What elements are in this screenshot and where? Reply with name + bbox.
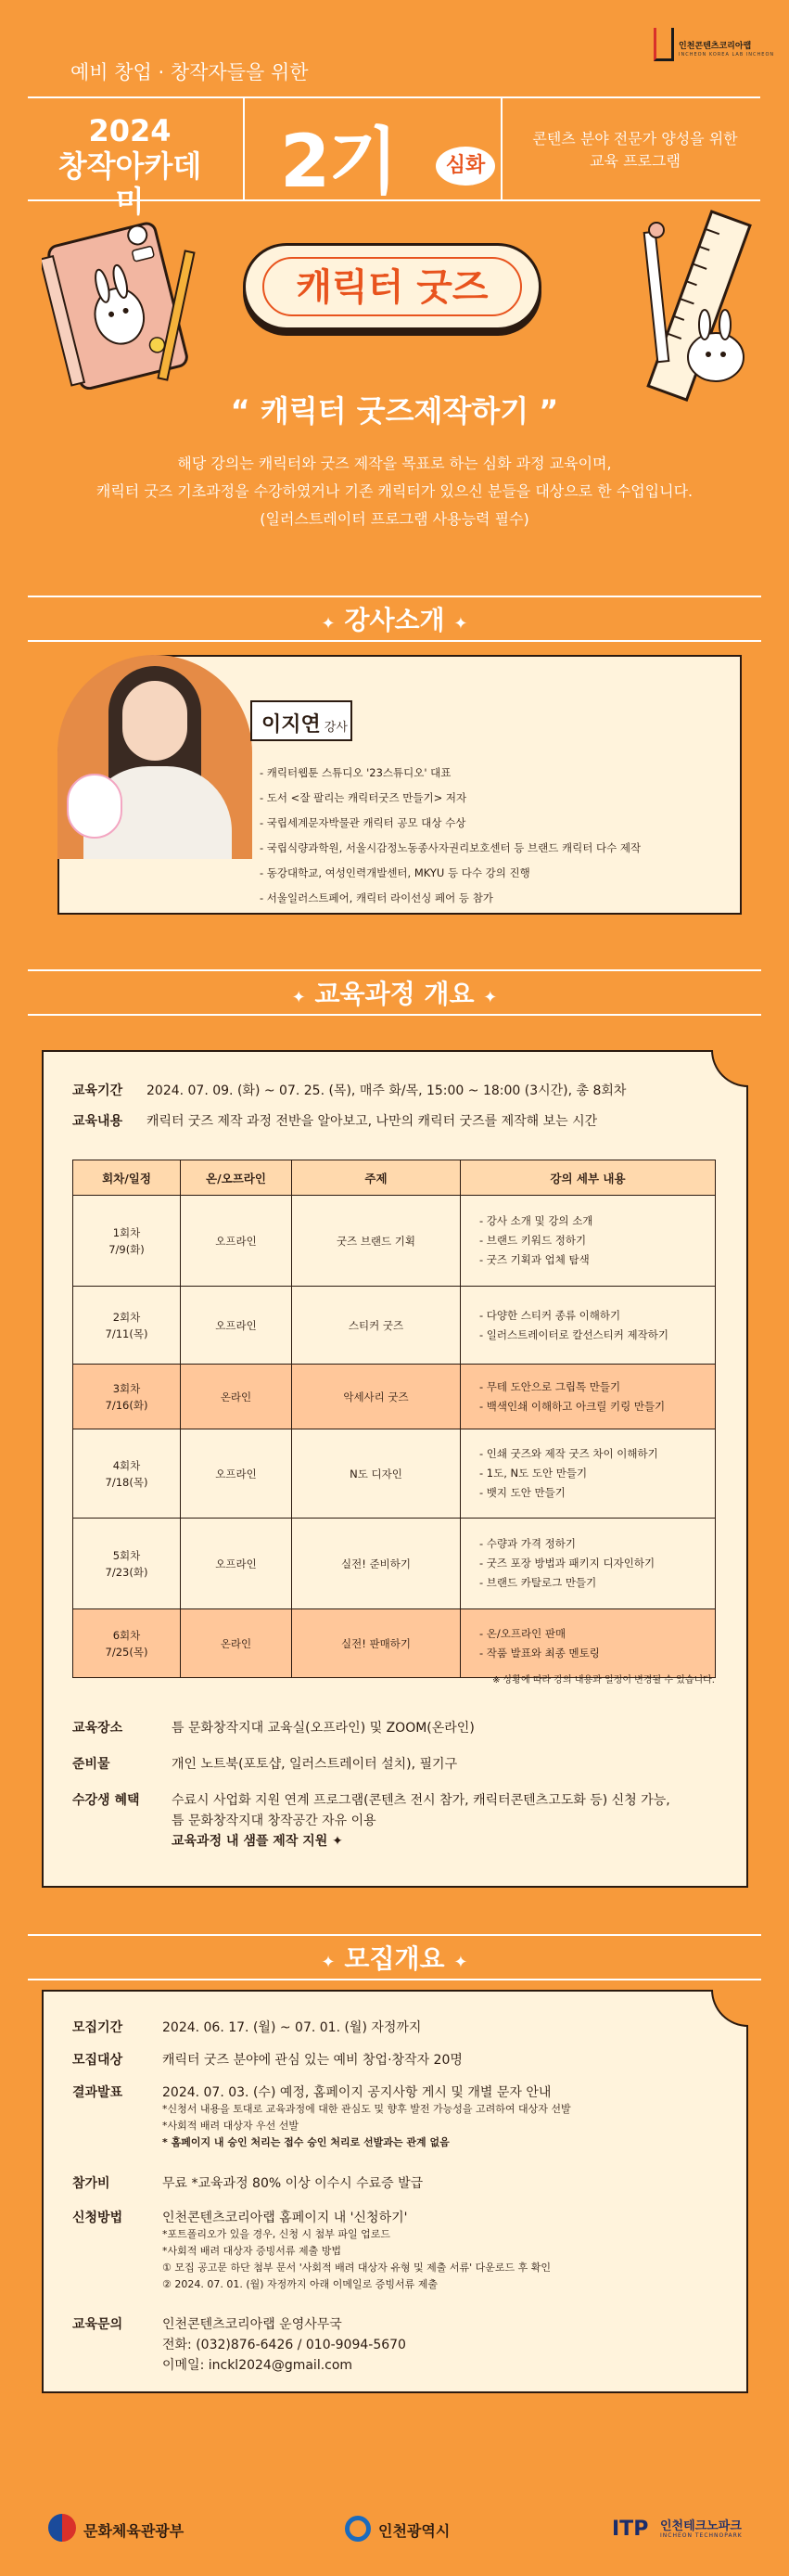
session-cell [73,1519,181,1609]
section-divider [28,969,761,971]
sparkle-icon: ✦ [332,1834,343,1849]
career-item: - 국립세계문자박물관 캐릭터 공모 대상 수상 [260,816,466,829]
description-line: 캐릭터 굿즈 기초과정을 수강하였거나 기존 캐릭터가 있으신 분들을 대상으로 한 수업입니다. [95,482,694,500]
sparkle-icon: ✦ [453,1953,468,1972]
incheon-emblem-icon [345,2516,371,2542]
section-title-text: 모집개요 [344,1943,445,1974]
session-number: 4회차 [112,1458,141,1472]
recruit-period-value: 2024. 06. 17. (월) ~ 07. 01. (월) 자정까지 [162,2020,422,2035]
table-header-row [73,1160,716,1196]
session-cell [73,1287,181,1365]
detail-line: - 무테 도안으로 그립톡 만들기 [479,1379,621,1393]
session-date: 7/16(화) [105,1398,148,1412]
topic-cell: N도 디자인 [292,1429,461,1519]
contact-value [162,2314,406,2376]
mode-cell: 오프라인 [181,1519,292,1609]
course-title: 캐릭터 굿즈 [262,257,522,316]
place-value: 틈 문화창작지대 교육실(오프라인) 및 ZOOM(온라인) [172,1721,475,1736]
period-label: 교육기간 [72,1083,123,1098]
table-row [73,1609,716,1678]
course-quote: “ 캐릭터 굿즈제작하기 ” [230,393,559,429]
apply-main: 인천콘텐츠코리아랩 홈페이지 내 '신청하기' [162,2211,408,2225]
benefit-line-highlight [172,1831,670,1852]
instructor-photo [57,655,252,859]
contact-label: 교육문의 [72,2317,123,2332]
session-cell [73,1196,181,1287]
instructor-name-line [261,709,348,737]
table-row [73,1287,716,1365]
contact-email[interactable]: 이메일: inckl2024@gmail.com [162,2358,353,2373]
itp-sub: INCHEON TECHNOPARK [660,2532,743,2539]
detail-line: - 브랜드 카탈로그 만들기 [479,1576,597,1589]
detail-cell [461,1196,716,1287]
mode-cell: 오프라인 [181,1429,292,1519]
program-description [515,128,756,173]
detail-line: - 백색인쇄 이해하고 아크릴 키링 만들기 [479,1399,666,1413]
detail-line: - 브랜드 키워드 정하기 [479,1234,587,1247]
apply-note: ① 모집 공고문 하단 첨부 문서 '사회적 배려 대상자 유형 및 제출 서류' 다운로드 후 확인 [162,2262,552,2274]
detail-cell [461,1365,716,1429]
section-divider [28,596,761,597]
fee-label: 참가비 [72,2176,110,2191]
mode-cell: 온라인 [181,1365,292,1429]
topic-cell: 굿즈 브랜드 기획 [292,1196,461,1287]
card-corner [711,1050,748,1087]
session-date: 7/25(목) [105,1645,148,1659]
career-item: - 캐릭터웹툰 스튜디오 '23스튜디오' 대표 [260,766,452,779]
benefit-line: 수료시 사업화 지원 연계 프로그램(콘텐츠 전시 참가, 캐릭터콘텐츠고도화 등) 신청 가능, [172,1793,670,1808]
incheon-name: 인천광역시 [378,2522,451,2540]
itp-name: 인천테크노파크 [660,2519,742,2533]
photo-plush-toy [67,774,122,839]
logo-name: 인천콘텐츠코리아랩 [679,42,752,51]
table-header: 강의 세부 내용 [461,1160,716,1196]
instructor-career-list [260,761,641,911]
table-row [73,1519,716,1609]
section-title-recruit [0,1939,789,1976]
cohort-number: 2기 [280,121,397,204]
table-header: 주제 [292,1160,461,1196]
apply-note: *사회적 배려 대상자 증빙서류 제출 방법 [162,2245,341,2257]
program-desc-line: 콘텐츠 분야 전문가 양성을 위한 [532,130,738,147]
footer-logos [0,2505,789,2576]
detail-line: - 굿즈 포장 방법과 패키지 디자인하기 [479,1557,655,1570]
apply-label: 신청방법 [72,2211,123,2225]
logo-mark-icon [654,28,674,61]
description-line: (일러스트레이터 프로그램 사용능력 필수) [260,510,529,528]
session-number: 5회차 [112,1548,141,1562]
result-label: 결과발표 [72,2085,123,2100]
target-value: 캐릭터 굿즈 분야에 관심 있는 예비 창업·창작자 20명 [162,2053,463,2068]
card-corner [711,1990,748,2027]
career-item: - 도서 <잘 팔리는 캐릭터굿즈 만들기> 저자 [260,791,467,804]
session-date: 7/18(목) [105,1475,148,1489]
detail-cell [461,1519,716,1609]
fee-value: 무료 *교육과정 80% 이상 이수시 수료증 발급 [162,2176,424,2191]
session-date: 7/9(화) [108,1242,145,1256]
section-divider [28,1014,761,1016]
photo-face [122,681,187,761]
mode-cell: 오프라인 [181,1287,292,1365]
session-number: 2회차 [112,1310,141,1324]
target-label: 모집대상 [72,2053,123,2068]
table-header: 회차/일정 [73,1160,181,1196]
section-divider [28,640,761,642]
detail-line: - 다양한 스티커 종류 이해하기 [479,1308,621,1322]
topic-cell: 스티커 굿즈 [292,1287,461,1365]
curriculum-table [72,1160,716,1678]
session-cell [73,1365,181,1429]
apply-note: ② 2024. 07. 01. (월) 자정까지 아래 이메일로 증빙서류 제출 [162,2278,439,2290]
detail-line: - 강사 소개 및 강의 소개 [479,1214,593,1227]
section-title-text: 교육과정 개요 [314,979,475,1009]
benefit-label: 수강생 혜택 [72,1793,140,1808]
section-divider [28,1934,761,1936]
recruit-period-label: 모집기간 [72,2020,123,2035]
year: 2024 [88,113,172,148]
session-number: 3회차 [112,1381,141,1395]
detail-line: - 굿즈 기획과 업체 탐색 [479,1253,590,1266]
description-line: 해당 강의는 캐릭터와 굿즈 제작을 목표로 하는 심화 과정 교육이며, [177,455,612,472]
detail-cell [461,1287,716,1365]
level-badge: 심화 [436,147,495,186]
header-divider [28,96,760,98]
course-title-badge [243,243,541,330]
academy-name: 창작아카데미 [57,148,202,219]
schedule-note: ※ 상황에 따라 강의 내용과 일정이 변경될 수 있습니다. [492,1675,715,1685]
mcst-emblem-icon [48,2514,76,2542]
apply-note: *포트폴리오가 있을 경우, 신청 시 첨부 파일 업로드 [162,2228,390,2240]
session-date: 7/23(화) [105,1565,148,1579]
section-title-instructor [0,600,789,637]
detail-line: - 뱃지 도안 만들기 [479,1486,566,1499]
detail-line: - 수량과 가격 정하기 [479,1537,576,1550]
career-item: - 서울일러스트페어, 캐릭터 라이선싱 페어 등 참가 [260,891,493,904]
sparkle-icon: ✦ [483,988,498,1007]
topic-cell: 실전! 판매하기 [292,1609,461,1678]
career-item: - 동강대학교, 여성인력개발센터, MKYU 등 다수 강의 진행 [260,866,530,879]
instructor-name: 이지연 [261,713,321,737]
session-date: 7/11(목) [105,1326,148,1340]
ruler-illustration [577,195,771,408]
detail-line: - 온/오프라인 판매 [479,1626,566,1640]
session-number: 6회차 [112,1628,141,1642]
content-value: 캐릭터 굿즈 제작 과정 전반을 알아보고, 나만의 캐릭터 굿즈를 제작해 보는 시간 [146,1114,598,1129]
session-cell [73,1429,181,1519]
logo-sub: INCHEON KOREA LAB INCHEON [679,52,775,58]
benefit-line-text: 교육과정 내 샘플 제작 지원 [172,1834,328,1849]
topic-cell: 악세사리 굿즈 [292,1365,461,1429]
tagline: 예비 창업 · 창작자들을 위한 [70,61,309,83]
session-cell [73,1609,181,1678]
detail-line: - 1도, N도 도안 만들기 [479,1467,588,1480]
result-note: * 홈페이지 내 승인 처리는 접수 승인 처리로 선발과는 관계 없음 [162,2136,450,2148]
mode-cell: 온라인 [181,1609,292,1678]
detail-line: - 작품 발표와 최종 멘토링 [479,1646,600,1660]
apply-value [162,2208,551,2293]
detail-cell [461,1609,716,1678]
mode-cell: 오프라인 [181,1196,292,1287]
table-row [73,1429,716,1519]
result-note: *사회적 배려 대상자 우선 선발 [162,2120,299,2132]
detail-line: - 인쇄 굿즈와 제작 굿즈 차이 이해하기 [479,1447,658,1460]
benefit-value [172,1790,670,1852]
table-row [73,1365,716,1429]
sparkle-icon: ✦ [453,614,468,634]
course-description [0,450,789,533]
content-label: 교육내용 [72,1114,123,1129]
instructor-role: 강사 [324,721,348,735]
prep-label: 준비물 [72,1757,110,1772]
section-divider [28,1979,761,1980]
sparkle-icon: ✦ [321,614,336,634]
contact-office: 인천콘텐츠코리아랩 운영사무국 [162,2317,342,2332]
sparkle-icon: ✦ [291,988,306,1007]
header-divider [243,96,245,200]
contact-phone: 전화: (032)876-6426 / 010-9094-5670 [162,2338,406,2352]
program-desc-line: 교육 프로그램 [590,152,681,170]
topic-cell: 실전! 준비하기 [292,1519,461,1609]
table-header: 온/오프라인 [181,1160,292,1196]
itp-logo: ITP [612,2518,649,2541]
incheon-content-korea-lab-logo [654,28,775,83]
period-value: 2024. 07. 09. (화) ~ 07. 25. (목), 매주 화/목, 15:00 ~ 18:00 (3시간), 총 8회차 [146,1083,627,1098]
result-note: *신청서 내용을 토대로 교육과정에 대한 관심도 및 향후 발전 가능성을 고려하여 대상자 선발 [162,2103,571,2115]
benefit-line: 틈 문화창작지대 창작공간 자유 이용 [172,1813,376,1828]
career-item: - 국립식량과학원, 서울시감정노동종사자권리보호센터 등 브랜드 캐릭터 다수 제작 [260,841,642,854]
notebook-illustration [42,213,199,390]
header-divider [501,96,503,200]
prep-value: 개인 노트북(포토샵, 일러스트레이터 설치), 필기구 [172,1757,458,1772]
mcst-name: 문화체육관광부 [83,2522,185,2540]
place-label: 교육장소 [72,1721,123,1736]
detail-cell [461,1429,716,1519]
year-academy [46,113,213,219]
session-number: 1회차 [112,1225,141,1239]
result-value [162,2083,571,2151]
result-main: 2024. 07. 03. (수) 예정, 홈페이지 공지사항 게시 및 개별 문자 안내 [162,2085,552,2100]
detail-line: - 일러스트레이터로 칼선스티커 제작하기 [479,1327,668,1341]
table-row [73,1196,716,1287]
section-title-text: 강사소개 [344,605,445,635]
section-title-curriculum [0,974,789,1011]
sparkle-icon: ✦ [321,1953,336,1972]
